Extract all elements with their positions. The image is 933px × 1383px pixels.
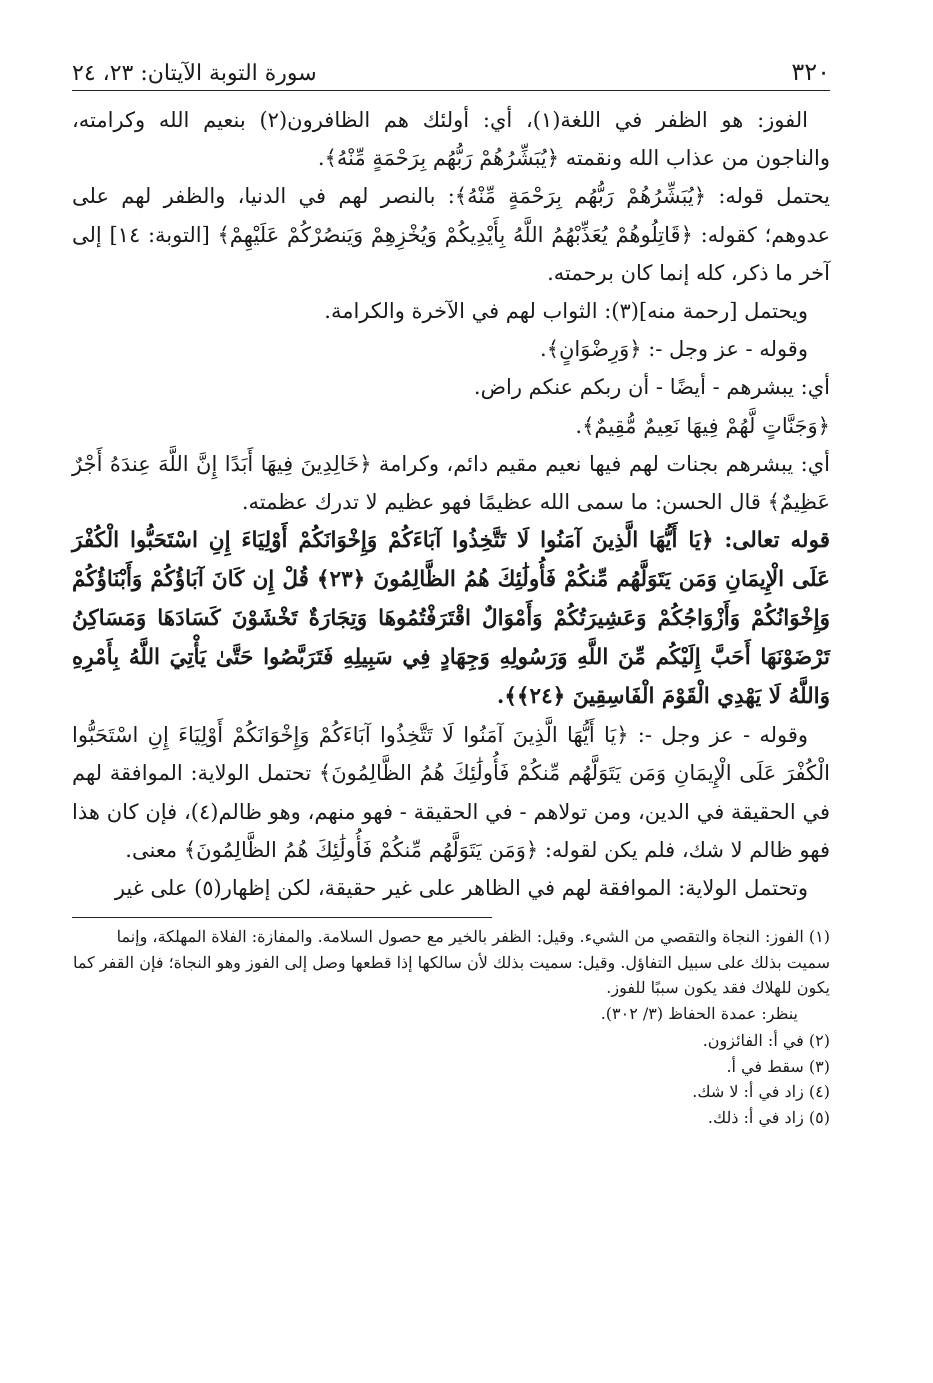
footnote-2: (٢) في أ: الفائزون. [702, 1031, 830, 1051]
footnote-separator [72, 917, 492, 918]
footnotes [72, 924, 830, 1130]
paragraph: أي: يبشرهم بجنات لهم فيها نعيم مقيم دائم، وكرامة ﴿خَالِدِينَ فِيهَا أَبَدًا إِنَّ اللَّهَ عِندَهُ أَجْرٌ عَظِيمٌ﴾ قال الحسن: ما سمى الله عظيمًا فهو عظيم لا تدرك عظمته. [72, 451, 830, 515]
paragraph: الفوز: هو الظفر في اللغة(١)، أي: أولئك هم الظافرون(٢) بنعيم الله وكرامته، والناجون من عذاب الله ونقمته ﴿يُبَشِّرُهُمْ رَبُّهُم بِرَحْمَةٍ مِّنْهُ﴾. [72, 108, 830, 171]
quran-verse: ﴿وَجَنَّاتٍ لَّهُمْ فِيهَا نَعِيمٌ مُّقِيمٌ﴾. [575, 413, 830, 438]
footnote-3: (٣) سقط في أ. [726, 1056, 830, 1076]
running-title: سورة التوبة الآيتان: ٢٣، ٢٤ [72, 61, 317, 86]
book-page [72, 52, 830, 1130]
footnote-4: (٤) زاد في أ: لا شك. [692, 1082, 830, 1102]
paragraph: وقوله - عز وجل -: ﴿وَرِضْوَانٍ﴾. [540, 337, 808, 362]
footnote-5: (٥) زاد في أ: ذلك. [707, 1107, 830, 1127]
paragraph: يحتمل قوله: ﴿يُبَشِّرُهُمْ رَبُّهُم بِرَحْمَةٍ مِّنْهُ﴾: بالنصر لهم في الدنيا، والظفر لهم على عدوهم؛ كقوله: ﴿قَاتِلُوهُمْ يُعَذِّبْهُمُ اللَّهُ بِأَيْدِيكُمْ وَيُخْزِهِمْ وَيَنصُرْكُمْ عَلَيْهِمْ﴾ [التوبة: ١٤] إلى آخر ما ذكر، كله إنما كان برحمته. [72, 184, 830, 285]
paragraph: ويحتمل [رحمة منه](٣): الثواب لهم في الآخرة والكرامة. [324, 299, 808, 324]
page-number: ٣٢٠ [791, 58, 830, 86]
page-header [72, 52, 830, 91]
ayah-label: قوله تعالى: [724, 528, 830, 554]
paragraph: وتحتمل الولاية: الموافقة لهم في الظاهر على غير حقيقة، لكن إظهار(٥) على غير [114, 876, 808, 901]
footnote-1-reference: ينظر: عمدة الحفاظ (٣/ ٣٠٢). [600, 1003, 798, 1023]
paragraph: أي: يبشرهم - أيضًا - أن ربكم عنكم راض. [473, 375, 830, 400]
ayah-block [72, 521, 830, 716]
ayah-text: ﴿يَا أَيُّهَا الَّذِينَ آمَنُوا لَا تَتَّخِذُوا آبَاءَكُمْ وَإِخْوَانَكُمْ أَوْلِيَاءَ إِنِ اسْتَحَبُّوا الْكُفْرَ عَلَى الْإِيمَانِ وَمَن يَتَوَلَّهُم مِّنكُمْ فَأُولَٰئِكَ هُمُ الظَّالِمُونَ ﴿٢٣﴾ قُلْ إِن كَانَ آبَاؤُكُمْ وَأَبْنَاؤُكُمْ وَإِخْوَانُكُمْ وَأَزْوَاجُكُمْ وَعَشِيرَتُكُمْ وَأَمْوَالٌ اقْتَرَفْتُمُوهَا وَتِجَارَةٌ تَخْشَوْنَ كَسَادَهَا وَمَسَاكِنُ تَرْضَوْنَهَا أَحَبَّ إِلَيْكُم مِّنَ اللَّهِ وَرَسُولِهِ وَجِهَادٍ فِي سَبِيلِهِ فَتَرَبَّصُوا حَتَّىٰ يَأْتِيَ اللَّهُ بِأَمْرِهِ وَاللَّهُ لَا يَهْدِي الْقَوْمَ الْفَاسِقِينَ ﴿٢٤﴾﴾. [72, 528, 830, 710]
paragraph: وقوله - عز وجل -: ﴿يَا أَيُّهَا الَّذِينَ آمَنُوا لَا تَتَّخِذُوا آبَاءَكُمْ وَإِخْوَانَكُمْ أَوْلِيَاءَ إِنِ اسْتَحَبُّوا الْكُفْرَ عَلَى الْإِيمَانِ وَمَن يَتَوَلَّهُم مِّنكُمْ فَأُولَٰئِكَ هُمُ الظَّالِمُونَ﴾ تحتمل الولاية: الموافقة لهم في الحقيقة في الدين، ومن تولاهم - في الحقيقة - فهو منهم، وهو ظالم(٤)، فإن كان هذا فهو ظالم لا شك، فلم يكن لقوله: ﴿وَمَن يَتَوَلَّهُم مِّنكُمْ فَأُولَٰئِكَ هُمُ الظَّالِمُونَ﴾ معنى. [72, 723, 830, 862]
main-text [72, 101, 830, 907]
footnote-1: (١) الفوز: النجاة والتقصي من الشيء. وقيل: الظفر بالخير مع حصول السلامة. والمفازة: الفلاة المهلكة، وإنما سميت بذلك على سبيل التفاؤل. وقيل: سميت بذلك لأن سالكها إذا قطعها وصل إلى الفوز وهو النجاة؛ فإن القفر كما يكون للهلاك فقد يكون سببًا للفوز. [72, 927, 830, 998]
